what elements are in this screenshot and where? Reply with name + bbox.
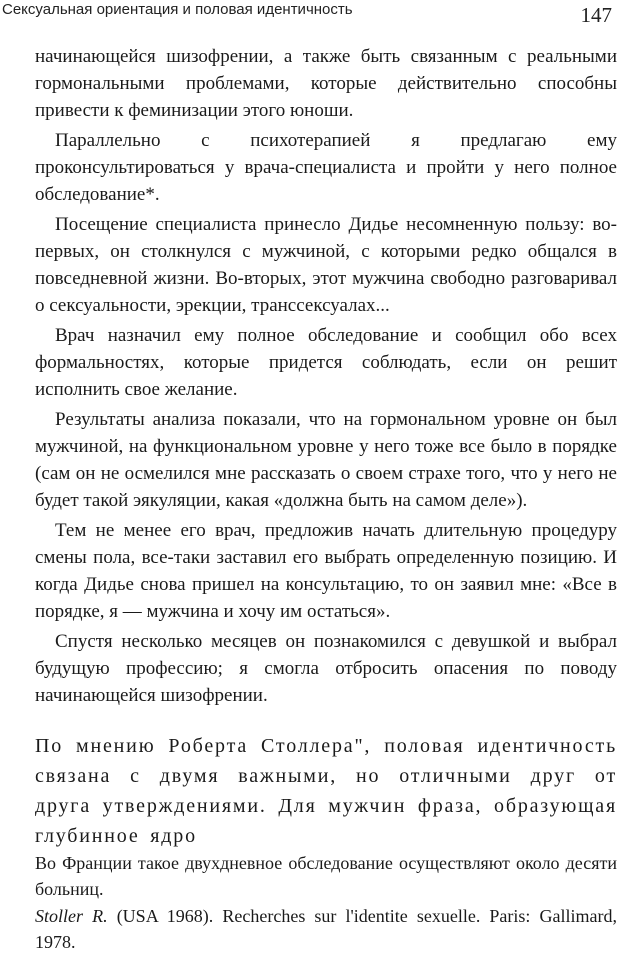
footnote-1: Во Франции такое двухдневное обследование осуществляют около десяти больниц. (35, 853, 617, 899)
main-paragraph: По мнению Роберта Столлера", половая идентичность связана с двумя важными, но отличными друг от друга утверждениями. Для мужчин фраза, образующая глубинное ядро (35, 735, 617, 847)
case-paragraph: Результаты анализа показали, что на гормональном уровне он был мужчиной, на функциональном уровне у него тоже все было в порядке (сам он не осмелился мне рассказать о своем страхе того, что у него не будет такой эякуляции, какая «должна быть на самом деле»). (35, 409, 617, 511)
case-paragraph: Параллельно с психотерапией я предлагаю ему проконсультироваться у врача-специалиста и пройти у него полное обследование*. (35, 130, 617, 205)
footnote-citation: (USA 1968). Recherches sur l'identite sexuelle. Paris: Gallimard, 1978. (35, 906, 617, 952)
case-paragraph: Посещение специалиста принесло Дидье несомненную пользу: во-первых, он столкнулся с мужчиной, с которыми редко общался в повседневной жизни. Во-вторых, этот мужчина свободно разговаривал о сексуальности, эрекции, транссексуалах... (35, 214, 617, 316)
page-number: 147 (580, 3, 612, 27)
page-header (2, 0, 612, 26)
case-paragraph: Врач назначил ему полное обследование и сообщил обо всех формальностях, которые придется соблюдать, если он решит исполнить свое желание. (35, 325, 617, 400)
footnotes (35, 850, 617, 955)
footnote-2 (35, 903, 617, 955)
case-paragraph: Спустя несколько месяцев он познакомился с девушкой и выбрал будущую профессию; я смогла отбросить опасения по поводу начинающейся шизофрении. (35, 631, 617, 706)
case-paragraph: Тем не менее его врач, предложив начать длительную процедуру смены пола, все-таки заставил его выбрать определенную позицию. И когда Дидье снова пришел на консультацию, то он заявил мне: «Все в порядке, я — мужчина и хочу им остаться». (35, 520, 617, 622)
footnote-author: Stoller R. (35, 906, 108, 926)
case-paragraph: начинающейся шизофрении, а также быть связанным с реальными гормональными проблемами, которые действительно способны привести к феминизации этого юноши. (35, 46, 617, 121)
running-title: Сексуальная ориентация и половая идентичность (2, 1, 353, 18)
case-study-block (35, 43, 617, 709)
